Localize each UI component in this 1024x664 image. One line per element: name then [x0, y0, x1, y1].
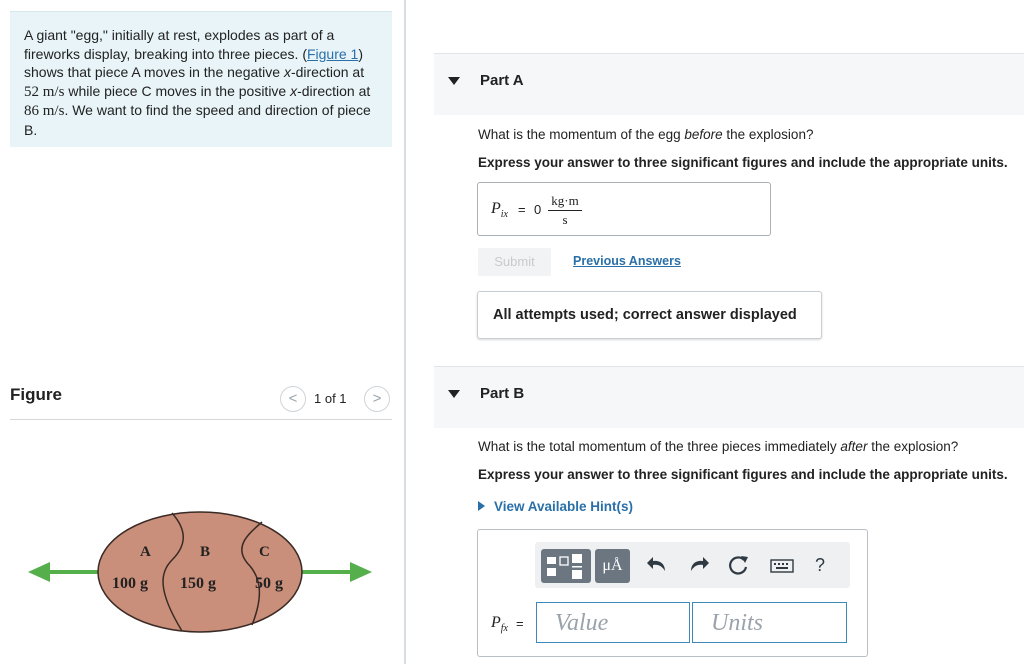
answer-variable: $P_{ix}$ — [491, 200, 508, 221]
collapse-triangle-icon[interactable] — [448, 390, 460, 398]
answer-variable: $P_{fx}$ — [491, 614, 508, 635]
part-b-header[interactable] — [434, 366, 1024, 428]
math-toolbar — [535, 542, 850, 588]
arrow-right-head — [350, 562, 372, 582]
problem-text: . We want to find the speed and direction of piece B. — [24, 102, 371, 138]
chevron-right-icon[interactable]: > — [364, 386, 390, 412]
part-a-question: What is the momentum of the egg before the explosion? — [478, 127, 814, 142]
reset-icon[interactable] — [725, 551, 751, 579]
submit-button[interactable]: Submit — [478, 248, 551, 276]
problem-text: A giant "egg," initially at rest, explodes as part of a fireworks display, breaking into three pieces. ( — [24, 27, 335, 62]
problem-text: -direction at — [290, 64, 365, 80]
keyboard-icon[interactable] — [767, 551, 797, 579]
problem-text: -direction at — [297, 82, 371, 99]
redo-icon[interactable] — [685, 551, 711, 579]
figure-counter: 1 of 1 — [314, 391, 347, 406]
speed-c: 86 m/s — [24, 103, 65, 119]
collapse-triangle-icon[interactable] — [448, 77, 460, 85]
answer-input-panel — [477, 529, 868, 657]
arrow-left-head — [28, 562, 50, 582]
equals-sign: = — [518, 202, 526, 217]
view-hints-link[interactable]: View Available Hint(s) — [478, 499, 633, 514]
equals-sign: = — [516, 616, 524, 631]
problem-statement — [10, 11, 392, 147]
piece-b-label: B — [200, 544, 211, 560]
speed-a: 52 m/s — [24, 83, 65, 100]
piece-a-mass: 100 g — [112, 575, 148, 592]
value-input[interactable]: Value — [536, 602, 690, 643]
piece-c-label: C — [259, 544, 270, 560]
problem-text: x — [290, 82, 298, 99]
piece-a-label: A — [140, 544, 151, 560]
templates-icon[interactable] — [541, 549, 591, 583]
egg-body — [98, 512, 302, 632]
expand-triangle-icon — [478, 501, 485, 511]
egg-figure — [22, 500, 382, 640]
answer-units: $\frac{kg\cdot m}{s}$ — [548, 193, 582, 228]
previous-answers-link[interactable]: Previous Answers — [573, 254, 681, 268]
part-a-label: Part A — [480, 72, 524, 89]
help-icon[interactable]: ? — [814, 555, 825, 575]
problem-text: ) shows that piece A moves in the negative — [24, 45, 364, 80]
part-b-instruction: Express your answer to three significant figures and include the appropriate units. — [478, 467, 1008, 482]
figure-header — [10, 378, 392, 420]
answer-value: 0 — [534, 202, 542, 217]
panel-divider — [404, 0, 406, 664]
part-b-question: What is the total momentum of the three pieces immediately after the explosion? — [478, 439, 959, 454]
piece-c-mass: 50 g — [255, 575, 283, 592]
chevron-left-icon[interactable]: < — [280, 386, 306, 412]
piece-b-mass: 150 g — [180, 575, 216, 592]
part-a-answer-box — [477, 182, 771, 236]
figure-link[interactable]: Figure 1 — [306, 45, 359, 62]
problem-text: while piece C moves in the positive — [64, 82, 291, 99]
units-input[interactable]: Units — [692, 602, 847, 643]
part-b-label: Part B — [480, 385, 525, 402]
figure-title: Figure — [10, 385, 62, 404]
left-panel — [0, 0, 404, 664]
problem-text: x — [283, 64, 291, 80]
undo-icon[interactable] — [645, 551, 671, 579]
part-a-instruction: Express your answer to three significant figures and include the appropriate units. — [478, 155, 1008, 170]
attempts-status: All attempts used; correct answer displayed — [477, 291, 822, 339]
part-a-header[interactable] — [434, 53, 1024, 115]
units-button[interactable]: μÅ — [595, 549, 630, 583]
